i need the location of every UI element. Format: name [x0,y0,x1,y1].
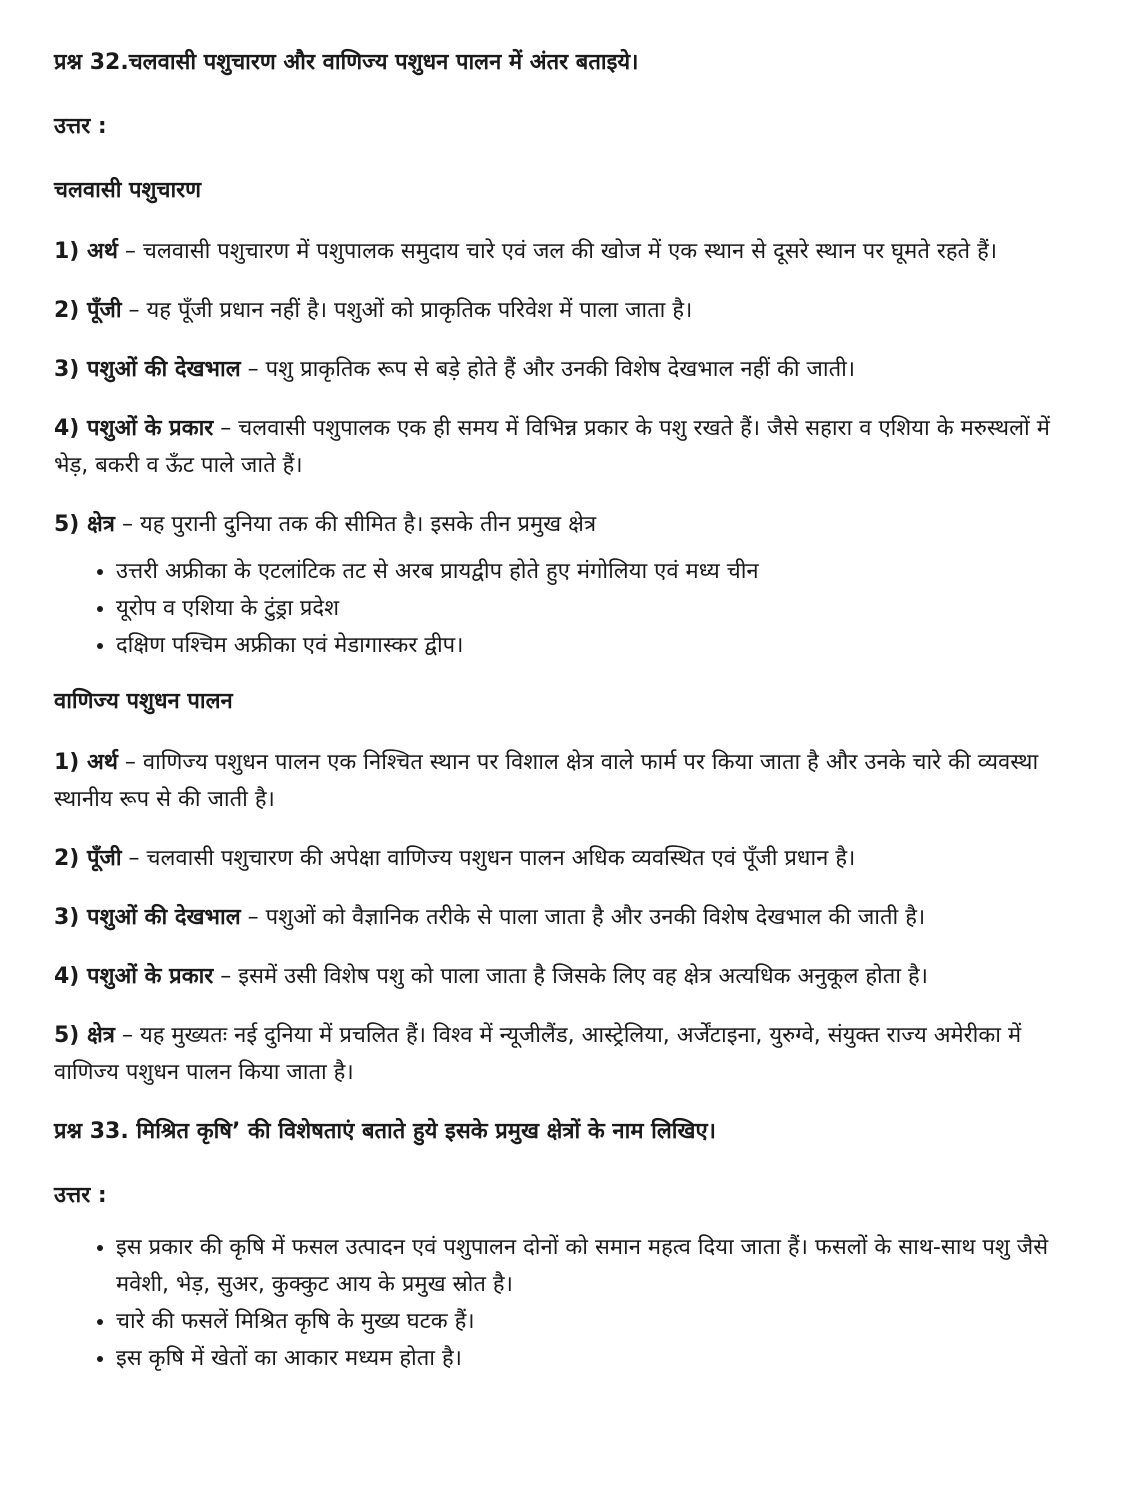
list-item: • चारे की फसलें मिश्रित कृषि के मुख्य घटक हैं। [116,1303,1074,1340]
commercial-heading: वाणिज्य पशुधन पालन [54,689,233,714]
list-item: • इस प्रकार की कृषि में फसल उत्पादन एवं पशुपालन दोनों को समान महत्व दिया जाता हैं। फसलों के साथ-साथ पशु जैसे मवेशी, भेड़, सुअर, कुक्कुट आय के प्रमुख स्रोत है। [116,1229,1074,1303]
point-text: – चलवासी पशुचारण की अपेक्षा वाणिज्य पशुधन पालन अधिक व्यवस्थित एवं पूँजी प्रधान है। [121,846,856,871]
point-text: – पशुओं को वैज्ञानिक तरीके से पाला जाता है और उनकी विशेष देखभाल की जाती है। [240,905,926,930]
point-text: – वाणिज्य पशुधन पालन एक निश्चित स्थान पर विशाल क्षेत्र वाले फार्म पर किया जाता है और उनके चारे की व्यवस्था स्थानीय रूप से की जाती है। [54,750,1039,812]
point-label: 5) क्षेत्र [54,1023,115,1048]
question-33-title: प्रश्न 33. मिश्रित कृषि’ की विशेषताएं बताते हुये इसके प्रमुख क्षेत्रों के नाम लिखिए। [54,1119,716,1144]
answer-label: उत्तर : [54,1183,107,1208]
nomadic-point-meaning [54,233,1074,270]
point-label: 2) पूँजी [54,846,122,871]
point-text: – यह पुरानी दुनिया तक की सीमित है। इसके तीन प्रमुख क्षेत्र [114,512,597,537]
point-label: 3) पशुओं की देखभाल [54,905,241,930]
question-32-title: प्रश्न 32.चलवासी पशुचारण और वाणिज्य पशुधन पालन में अंतर बताइये। [54,50,639,75]
nomadic-region-list [54,553,1074,664]
list-item: • यूरोप व एशिया के टुंड्रा प्रदेश [116,590,1074,627]
point-text: – इसमें उसी विशेष पशु को पाला जाता है जिसके लिए वह क्षेत्र अत्यधिक अनुकूल होता है। [213,964,928,989]
nomadic-point-care [54,351,1074,388]
commercial-point-types [54,958,1074,995]
point-label: 1) अर्थ [54,750,118,775]
point-text: – चलवासी पशुचारण में पशुपालक समुदाय चारे एवं जल की खोज में एक स्थान से दूसरे स्थान पर घूमते रहते हैं। [117,239,998,264]
point-text: – यह मुख्यतः नई दुनिया में प्रचलित हैं। विश्व में न्यूजीलैंड, आस्ट्रेलिया, अर्जेंटाइना, युरुग्वे, संयुक्त राज्य अमेरीका में वाणिज्य पशुधन पालन किया जाता है। [54,1023,1022,1085]
list-item: • उत्तरी अफ्रीका के एटलांटिक तट से अरब प्रायद्वीप होते हुए मंगोलिया एवं मध्य चीन [116,553,1074,590]
commercial-point-capital [54,840,1074,877]
commercial-point-regions [54,1017,1074,1091]
nomadic-point-types [54,410,1074,484]
point-text: – यह पूँजी प्रधान नहीं है। पशुओं को प्राकृतिक परिवेश में पाला जाता है। [121,298,693,323]
mixed-farming-list [54,1229,1074,1377]
commercial-point-care [54,899,1074,936]
point-label: 3) पशुओं की देखभाल [54,357,241,382]
answer-label: उत्तर : [54,114,107,139]
nomadic-heading: चलवासी पशुचारण [54,178,202,203]
point-text: – पशु प्राकृतिक रूप से बड़े होते हैं और उनकी विशेष देखभाल नहीं की जाती। [240,357,856,382]
nomadic-point-regions [54,506,1074,543]
point-label: 5) क्षेत्र [54,512,115,537]
point-label: 4) पशुओं के प्रकार [54,964,214,989]
point-label: 2) पूँजी [54,298,122,323]
point-label: 1) अर्थ [54,239,118,264]
commercial-point-meaning [54,744,1074,818]
point-text: – चलवासी पशुपालक एक ही समय में विभिन्न प्रकार के पशु रखते हैं। जैसे सहारा व एशिया के मरुस्थलों में भेड़, बकरी व ऊँट पाले जाते हैं। [54,416,1050,478]
nomadic-point-capital [54,292,1074,329]
list-item: • दक्षिण पश्चिम अफ्रीका एवं मेडागास्कर द्वीप। [116,627,1074,664]
point-label: 4) पशुओं के प्रकार [54,416,214,441]
list-item: • इस कृषि में खेतों का आकार मध्यम होता है। [116,1340,1074,1377]
